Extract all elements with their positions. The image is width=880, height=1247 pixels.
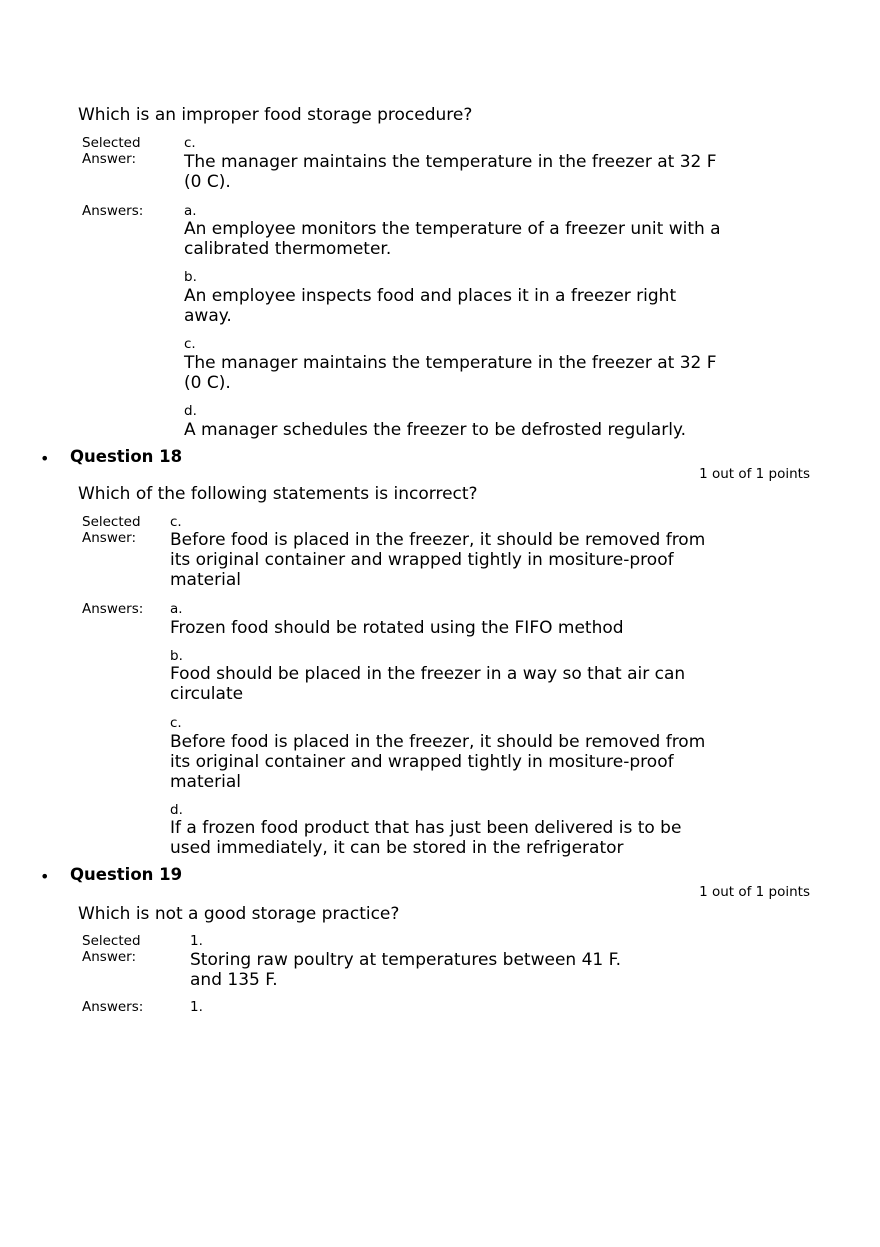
selected-answer-letter: c. bbox=[184, 135, 196, 151]
selected-answer-text: The manager maintains the temperature in the freezer at 32 F (0 C). bbox=[184, 152, 717, 192]
bullet-marker: • bbox=[40, 867, 50, 886]
selected-answer-label: Selected Answer: bbox=[82, 514, 141, 546]
option-text: Frozen food should be rotated using the FIFO method bbox=[170, 618, 624, 638]
question-prompt: Which is an improper food storage procedure? bbox=[78, 105, 473, 125]
option-text: A manager schedules the freezer to be defrosted regularly. bbox=[184, 420, 686, 440]
option-letter: a. bbox=[170, 601, 183, 617]
option-text: Before food is placed in the freezer, it should be removed from its original container and wrapped tightly in mositure-proof material bbox=[170, 732, 706, 792]
selected-answer-text: Before food is placed in the freezer, it should be removed from its original container and wrapped tightly in mositure-proof material bbox=[170, 530, 706, 590]
bullet-marker: • bbox=[40, 449, 50, 468]
points-score: 1 out of 1 points bbox=[699, 884, 810, 900]
question-title: Question 19 bbox=[70, 865, 183, 884]
question-prompt: Which is not a good storage practice? bbox=[78, 904, 400, 924]
option-letter: c. bbox=[184, 336, 196, 352]
selected-answer-label: Selected Answer: bbox=[82, 933, 141, 965]
option-text: The manager maintains the temperature in the freezer at 32 F (0 C). bbox=[184, 353, 717, 393]
option-text: An employee inspects food and places it in a freezer right away. bbox=[184, 286, 677, 326]
option-letter: a. bbox=[184, 203, 197, 219]
option-letter: d. bbox=[170, 802, 183, 818]
option-letter: c. bbox=[170, 715, 182, 731]
points-score: 1 out of 1 points bbox=[699, 466, 810, 482]
option-text: Food should be placed in the freezer in a way so that air can circulate bbox=[170, 664, 686, 704]
question-prompt: Which of the following statements is incorrect? bbox=[78, 484, 478, 504]
answers-label: Answers: bbox=[82, 203, 144, 219]
answers-label: Answers: bbox=[82, 601, 144, 617]
option-text: An employee monitors the temperature of a freezer unit with a calibrated thermometer. bbox=[184, 219, 721, 259]
option-letter: b. bbox=[170, 648, 183, 664]
selected-answer-letter: 1. bbox=[190, 933, 203, 949]
option-text: If a frozen food product that has just been delivered is to be used immediately, it can be stored in the refrigerator bbox=[170, 818, 682, 858]
option-letter: b. bbox=[184, 269, 197, 285]
selected-answer-letter: c. bbox=[170, 514, 182, 530]
selected-answer-label: Selected Answer: bbox=[82, 135, 141, 167]
option-letter: d. bbox=[184, 403, 197, 419]
answers-label: Answers: bbox=[82, 999, 144, 1015]
selected-answer-text: Storing raw poultry at temperatures between 41 F. and 135 F. bbox=[190, 950, 622, 990]
option-letter: 1. bbox=[190, 999, 203, 1015]
question-title: Question 18 bbox=[70, 447, 183, 466]
